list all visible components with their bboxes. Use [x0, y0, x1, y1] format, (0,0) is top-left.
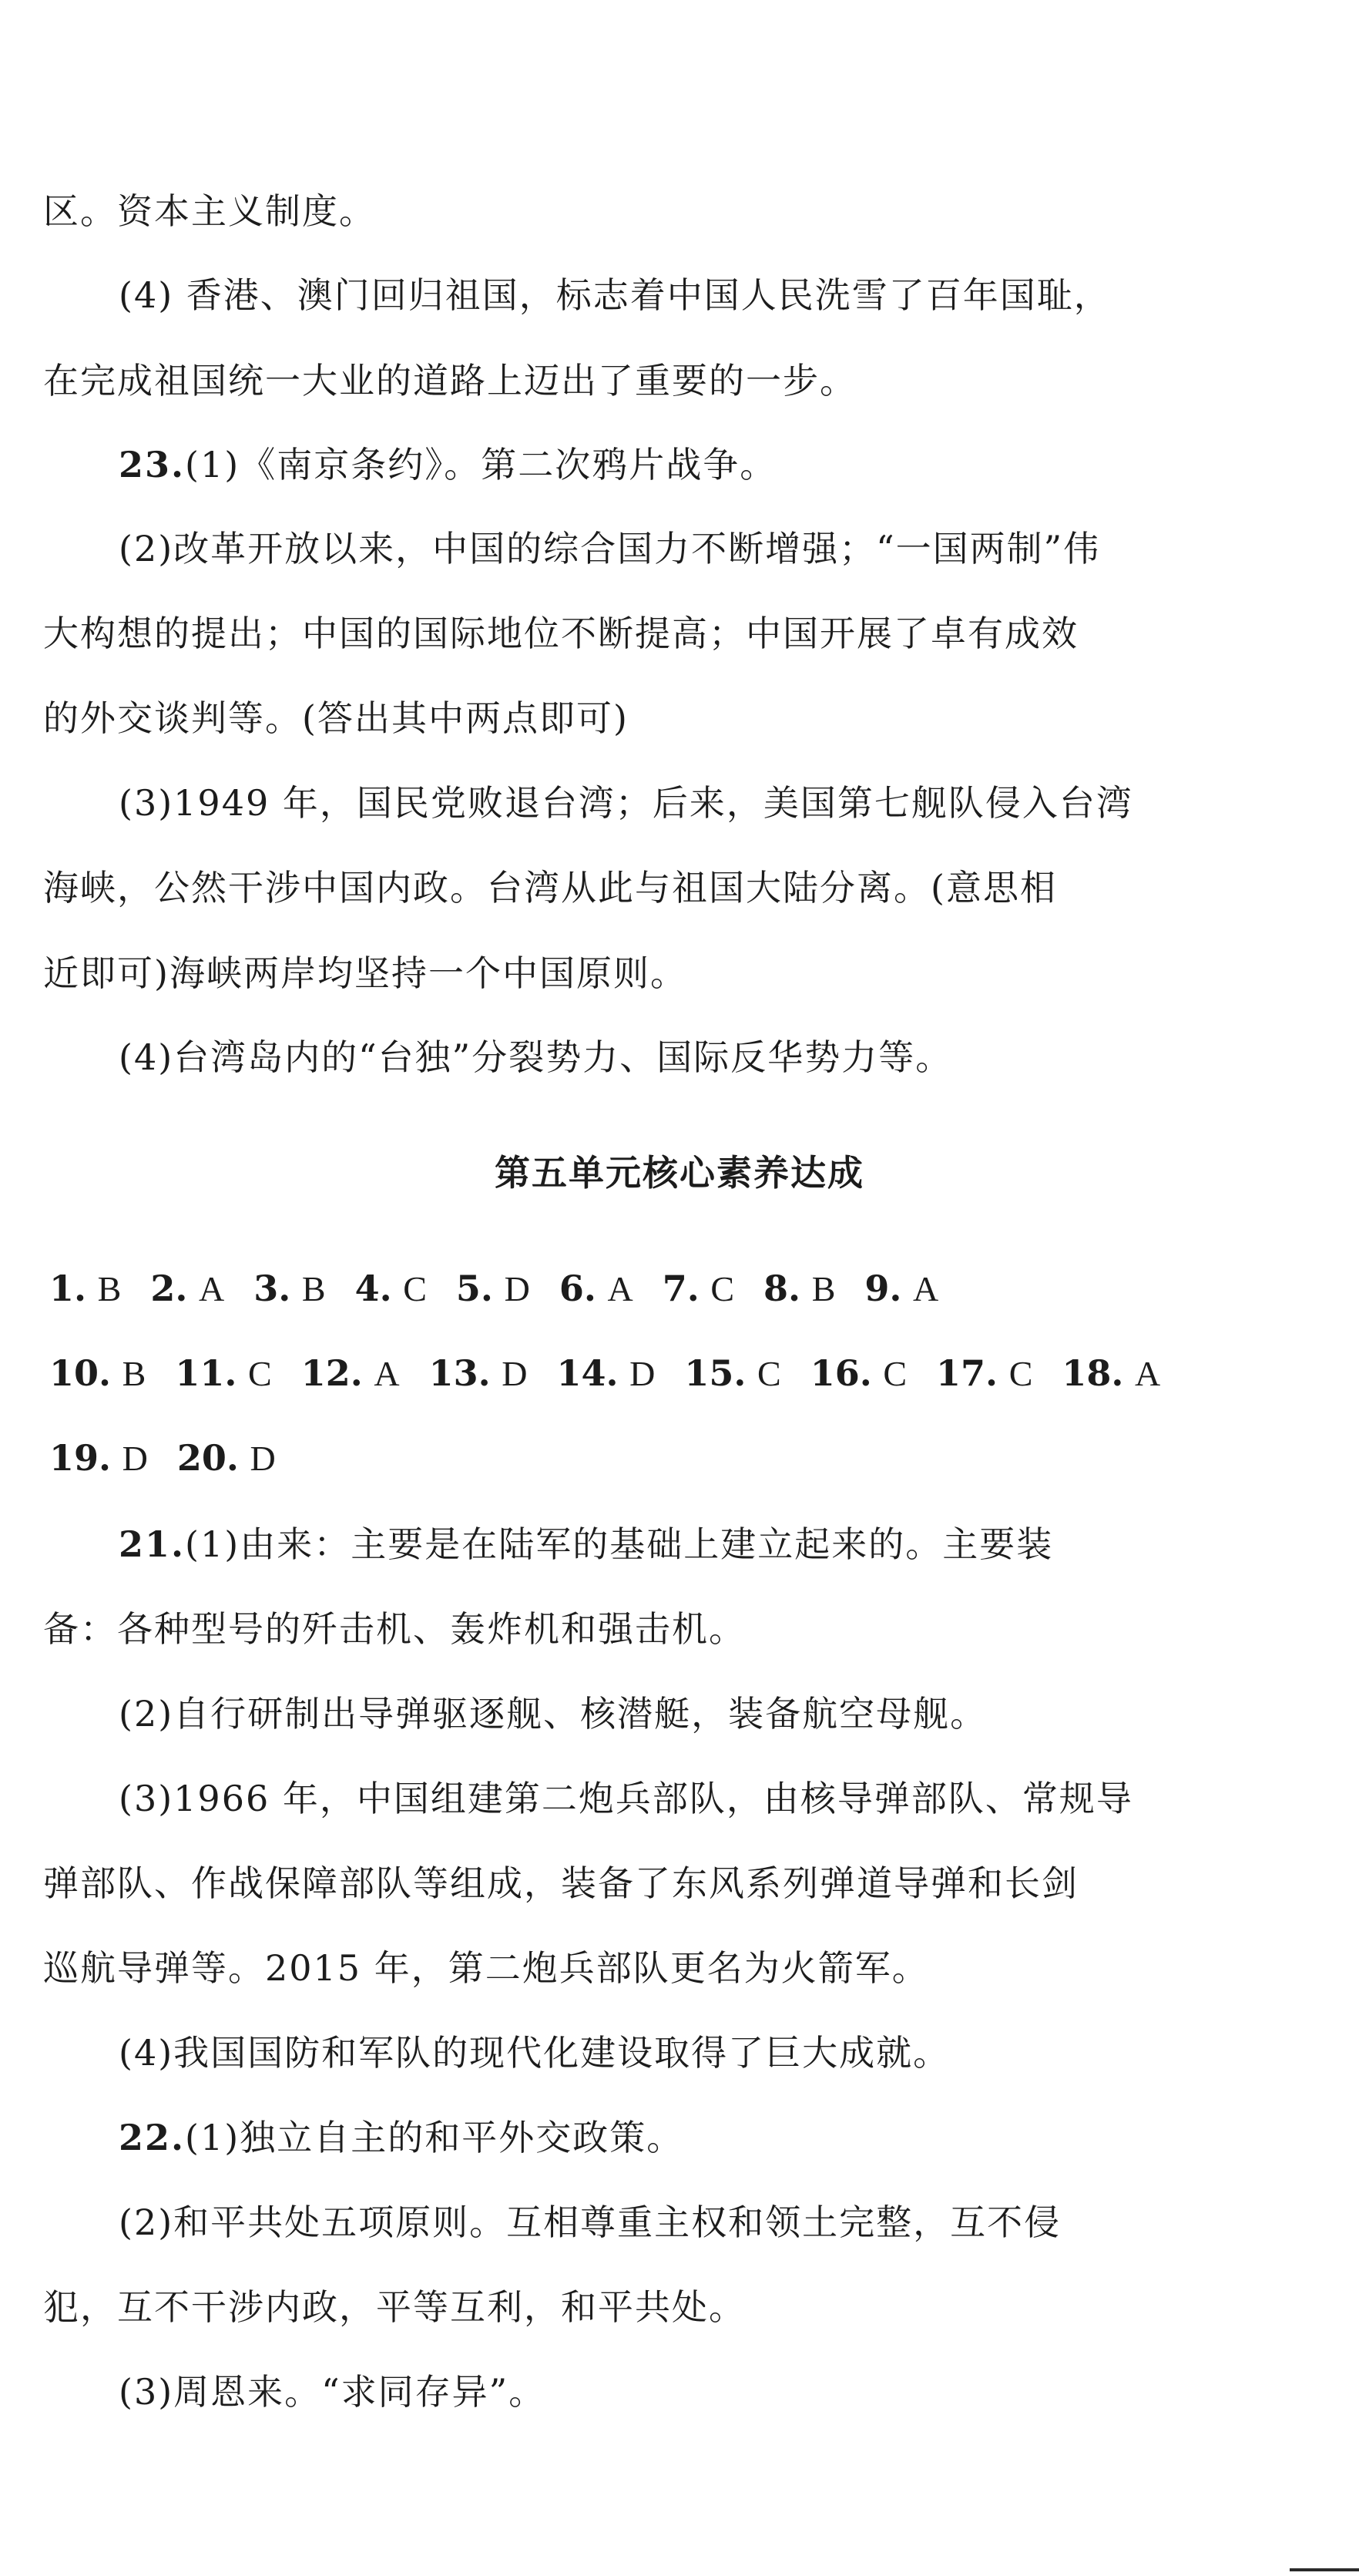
answer-number: 14.	[556, 1352, 619, 1394]
answer-item	[663, 1265, 734, 1312]
answer-number: 2.	[150, 1268, 188, 1309]
question-text: (1)《南京条约》。第二次鸦片战争。	[185, 444, 777, 485]
text-line: (2)改革开放以来，中国的综合国力不断增强；“一国两制”伟	[119, 528, 1101, 569]
text-line: 大构想的提出；中国的国际地位不断提高；中国开展了卓有成效	[43, 613, 1079, 654]
answer-item	[810, 1350, 907, 1397]
answer-number: 11.	[175, 1352, 237, 1394]
answer-item	[253, 1265, 325, 1312]
answer-letter: C	[757, 1354, 781, 1393]
answer-item	[763, 1265, 835, 1312]
text-line: (2)自行研制出导弹驱逐舰、核潜艇，装备航空母舰。	[119, 1693, 988, 1735]
text-line: (3)周恩来。“求同存异”。	[119, 2371, 546, 2413]
page-edge-mark	[1290, 2568, 1359, 2571]
answer-number: 7.	[662, 1268, 700, 1309]
answer-item	[177, 1435, 276, 1482]
answer-number: 6.	[559, 1268, 596, 1309]
answer-item	[556, 1350, 655, 1397]
answer-letter: A	[913, 1269, 939, 1308]
text-line: 弹部队、作战保障部队等组成，装备了东风系列弹道导弹和长剑	[43, 1862, 1079, 1904]
answer-number: 5.	[455, 1268, 493, 1309]
text-line: 备：各种型号的歼击机、轰炸机和强击机。	[43, 1608, 746, 1650]
answer-row	[49, 1435, 1328, 1482]
answer-item	[864, 1265, 938, 1312]
text-line: 的外交谈判等。(答出其中两点即可)	[43, 697, 629, 739]
answer-letter: C	[403, 1269, 427, 1308]
answer-item	[936, 1350, 1032, 1397]
answer-letter: B	[811, 1269, 836, 1308]
question-21	[119, 1521, 1359, 1567]
answer-item	[1062, 1350, 1160, 1397]
text-line: (4)我国国防和军队的现代化建设取得了巨大成就。	[119, 2032, 951, 2074]
answer-number: 10.	[49, 1352, 112, 1394]
answer-item	[49, 1265, 121, 1312]
answer-item	[429, 1350, 528, 1397]
answer-letter: A	[374, 1354, 400, 1393]
section-title: 第五单元核心素养达成	[495, 1152, 864, 1194]
text-line: 犯，互不干涉内政，平等互利，和平共处。	[43, 2286, 746, 2328]
answer-number: 19.	[49, 1437, 112, 1479]
answer-number: 12.	[300, 1352, 363, 1394]
answer-letter: B	[97, 1269, 122, 1308]
answer-letter: C	[710, 1269, 735, 1308]
question-22	[119, 2114, 1359, 2161]
question-text: (1)由来：主要是在陆军的基础上建立起来的。主要装	[185, 1523, 1054, 1565]
answer-item	[456, 1265, 530, 1312]
question-number: 22.	[119, 2117, 186, 2158]
answer-item	[355, 1265, 427, 1312]
question-number: 21.	[119, 1523, 186, 1565]
answer-letter: A	[1135, 1354, 1161, 1393]
answer-item	[559, 1265, 633, 1312]
answer-letter: D	[504, 1269, 530, 1308]
answer-number: 8.	[763, 1268, 801, 1309]
answer-item	[175, 1350, 271, 1397]
text-line: (3)1966 年，中国组建第二炮兵部队，由核导弹部队、常规导	[119, 1778, 1133, 1819]
answer-letter: C	[883, 1354, 908, 1393]
answer-letter: D	[122, 1439, 148, 1478]
answer-letter: A	[199, 1269, 225, 1308]
answer-item	[150, 1265, 224, 1312]
answer-number: 20.	[176, 1437, 239, 1479]
answer-number: 1.	[49, 1268, 87, 1309]
text-line: 区。资本主义制度。	[43, 190, 376, 232]
answer-row	[49, 1350, 1328, 1397]
answer-item	[684, 1350, 780, 1397]
answer-number: 4.	[354, 1268, 392, 1309]
answer-letter: C	[1008, 1354, 1033, 1393]
answer-letter: D	[250, 1439, 276, 1478]
answer-number: 16.	[810, 1352, 872, 1394]
text-line: 海峡，公然干涉中国内政。台湾从此与祖国大陆分离。(意思相	[43, 867, 1057, 908]
answer-number: 13.	[428, 1352, 491, 1394]
text-line: (2)和平共处五项原则。互相尊重主权和领土完整，互不侵	[119, 2202, 1062, 2243]
question-text: (1)独立自主的和平外交政策。	[185, 2117, 684, 2158]
text-line: (4) 香港、澳门回归祖国，标志着中国人民洗雪了百年国耻，	[119, 274, 1111, 316]
answer-row	[49, 1265, 1328, 1312]
answer-number: 18.	[1062, 1352, 1124, 1394]
question-23	[119, 442, 1359, 488]
text-line: 近即可)海峡两岸均坚持一个中国原则。	[43, 952, 687, 994]
answer-item	[49, 1435, 148, 1482]
text-line: 在完成祖国统一大业的道路上迈出了重要的一步。	[43, 360, 857, 401]
answer-letter: D	[502, 1354, 528, 1393]
answer-letter: A	[607, 1269, 633, 1308]
answer-number: 17.	[936, 1352, 998, 1394]
text-line: (4)台湾岛内的“台独”分裂势力、国际反华势力等。	[119, 1036, 953, 1078]
answer-number: 15.	[684, 1352, 747, 1394]
text-line: (3)1949 年，国民党败退台湾；后来，美国第七舰队侵入台湾	[119, 782, 1133, 824]
answer-number: 9.	[864, 1268, 902, 1309]
answer-letter: D	[629, 1354, 656, 1393]
text-line: 巡航导弹等。2015 年，第二炮兵部队更名为火箭军。	[43, 1947, 929, 1989]
answer-number: 3.	[253, 1268, 291, 1309]
answer-letter: B	[122, 1354, 146, 1393]
answer-item	[301, 1350, 400, 1397]
question-number: 23.	[119, 444, 186, 485]
answer-letter: B	[301, 1269, 326, 1308]
answer-item	[49, 1350, 146, 1397]
answer-letter: C	[248, 1354, 272, 1393]
